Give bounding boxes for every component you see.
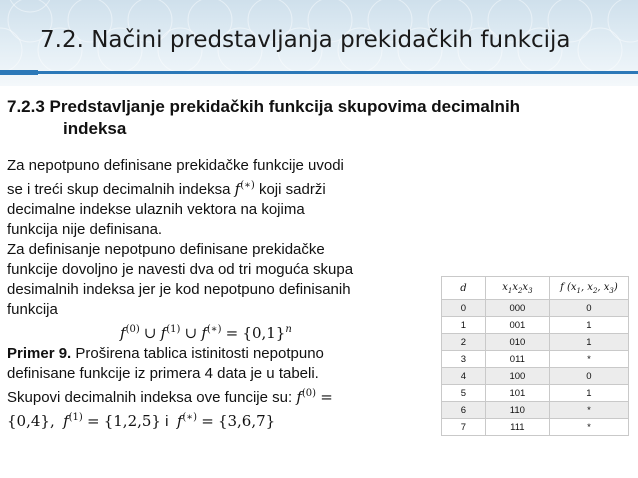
para1-line2: se i treći skup decimalnih indeksa f(∗) koji sadrži <box>7 180 326 198</box>
table-cell-f: * <box>549 419 628 436</box>
table-cell-d: 1 <box>442 317 486 334</box>
table-cell-d: 4 <box>442 368 486 385</box>
table-cell-x: 010 <box>485 334 549 351</box>
table-cell-f: 1 <box>549 317 628 334</box>
example-label: Primer 9. <box>7 345 72 362</box>
para2-line2: funkcije dovoljno je navesti dva od tri moguća skupa <box>7 261 354 278</box>
header-f: f ($x_1$, $x_2$, $x_3$) <box>549 277 628 300</box>
table-cell-x: 011 <box>485 351 549 368</box>
equation-rhs: {0,1} <box>242 324 286 342</box>
para2-line1: Za definisanje nepotpuno definisane prekidačke <box>7 241 325 258</box>
example-line1: Primer 9. Proširena tablica istinitosti nepotpuno <box>7 345 324 362</box>
table-row <box>442 368 629 385</box>
table-row <box>442 402 629 419</box>
para1-line3: decimalne indekse ulaznih vektora na kojima <box>7 201 305 218</box>
table-cell-f: 0 <box>549 368 628 385</box>
table-cell-x: 111 <box>485 419 549 436</box>
table-row <box>442 385 629 402</box>
title-underline-accent <box>0 70 38 75</box>
truth-table-header <box>442 277 629 300</box>
table-row <box>442 351 629 368</box>
header-x: $x_1x_2x_3$ <box>485 277 549 300</box>
para2-line3: desimalnih indeksa jer je kod nepotpuno definisanih <box>7 281 351 298</box>
body-text <box>7 156 427 432</box>
table-cell-f: * <box>549 351 628 368</box>
example-line2: definisane funkcije iz primera 4 data je u tabeli. <box>7 365 319 382</box>
title-underline <box>38 71 638 74</box>
table-cell-x: 001 <box>485 317 549 334</box>
section-heading <box>7 96 627 140</box>
para1-line1: Za nepotpuno definisane prekidačke funkcije uvodi <box>7 157 344 174</box>
table-cell-f: 1 <box>549 385 628 402</box>
slide-title: 7.2. Načini predstavljanja prekidačkih funkcija <box>40 27 571 53</box>
para1-line4: funkcija nije definisana. <box>7 221 163 238</box>
table-cell-x: 110 <box>485 402 549 419</box>
truth-table <box>441 276 629 436</box>
section-heading-line2: indeksa <box>63 119 127 138</box>
table-cell-d: 7 <box>442 419 486 436</box>
table-cell-x: 000 <box>485 300 549 317</box>
table-cell-x: 100 <box>485 368 549 385</box>
table-cell-f: 0 <box>549 300 628 317</box>
union-equation: $f^{(0)}$ ∪ $f^{(1)}$ ∪ $f^{(∗)} = \{0,1\}^n$ <box>120 324 292 342</box>
example-line4: {0,4}, $f^{(1)} = \{1,2,5\}$ i f(∗) = {3,6,7} <box>7 412 276 430</box>
para2-line4: funkcija <box>7 301 58 318</box>
f-star-symbol: f(∗) <box>234 180 255 198</box>
table-cell-d: 6 <box>442 402 486 419</box>
table-row <box>442 334 629 351</box>
table-cell-d: 5 <box>442 385 486 402</box>
table-cell-f: * <box>549 402 628 419</box>
table-cell-d: 3 <box>442 351 486 368</box>
table-row <box>442 419 629 436</box>
table-row <box>442 317 629 334</box>
table-cell-d: 0 <box>442 300 486 317</box>
example-line3: Skupovi decimalnih indeksa ove funcije su: $f^{(0)}$ = <box>7 388 333 406</box>
table-cell-f: 1 <box>549 334 628 351</box>
table-cell-d: 2 <box>442 334 486 351</box>
table-cell-x: 101 <box>485 385 549 402</box>
section-heading-line1: 7.2.3 Predstavljanje prekidačkih funkcija skupovima decimalnih <box>7 97 521 116</box>
slide-header <box>0 0 638 86</box>
table-row <box>442 300 629 317</box>
header-d: d <box>442 277 486 300</box>
